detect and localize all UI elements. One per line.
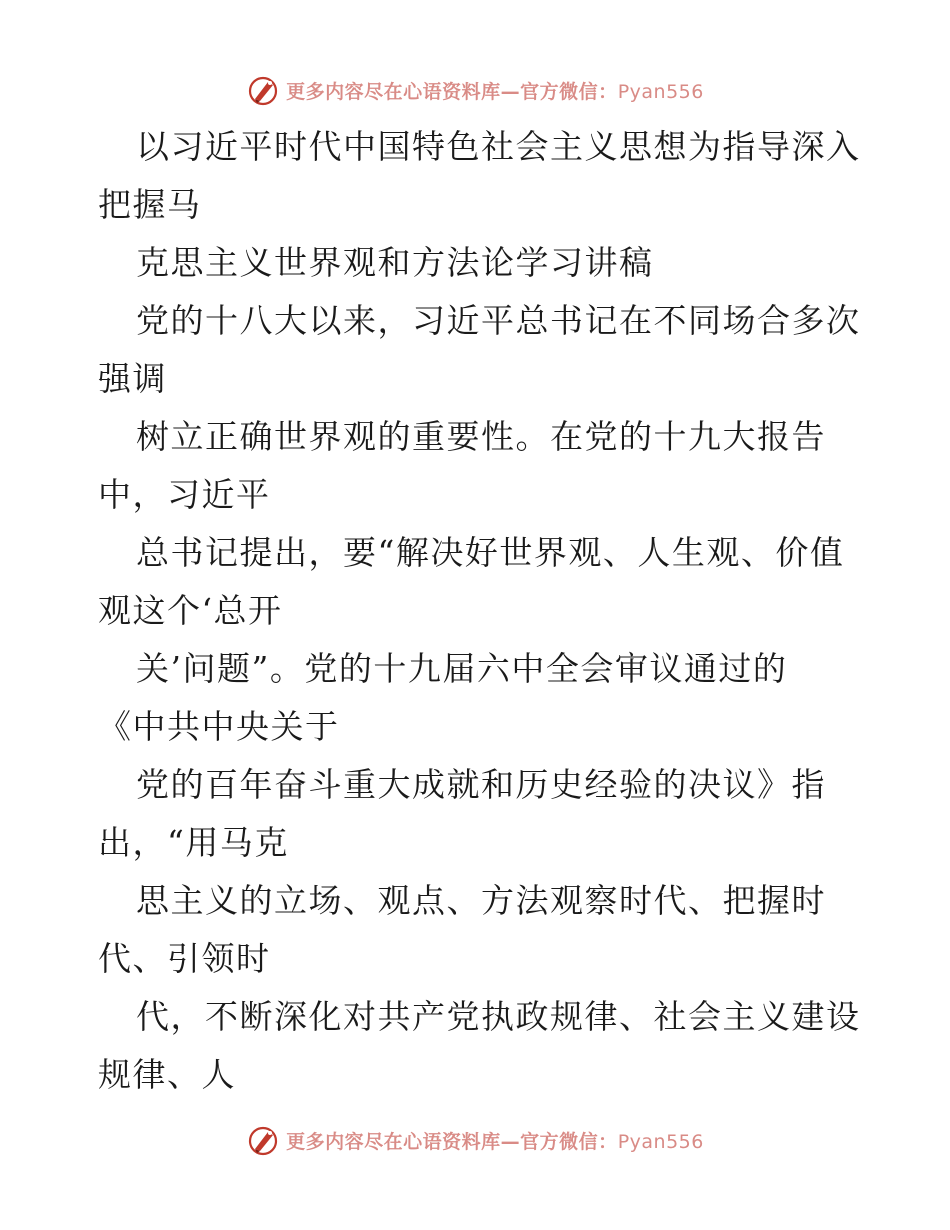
text-line: 党的十八大以来，习近平总书记在不同场合多次 xyxy=(136,301,861,340)
watermark-wechat-id: Pyan556 xyxy=(617,80,704,103)
watermark-header xyxy=(0,70,950,110)
text-line: 中，习近平 xyxy=(98,475,271,514)
text-line: 以习近平时代中国特色社会主义思想为指导深入 xyxy=(136,127,861,166)
text-line: 规律、人 xyxy=(98,1055,236,1094)
watermark-text xyxy=(286,77,704,104)
watermark-separator: — xyxy=(500,1130,521,1153)
watermark-wechat-id: Pyan556 xyxy=(617,1130,704,1153)
watermark-separator: — xyxy=(500,80,521,103)
document-body xyxy=(98,118,861,1104)
watermark-wechat-label: 官方微信： xyxy=(520,1130,618,1153)
text-line: 强调 xyxy=(98,359,167,398)
text-line: 《中共中央关于 xyxy=(98,707,340,746)
text-line: 关’问题”。党的十九届六中全会审议通过的 xyxy=(136,649,788,688)
text-line: 观这个‘总开 xyxy=(98,591,283,630)
text-line: 把握马 xyxy=(98,185,202,224)
text-line: 克思主义世界观和方法论学习讲稿 xyxy=(136,243,654,282)
text-line: 树立正确世界观的重要性。在党的十九大报告 xyxy=(136,417,826,456)
watermark-wechat-label: 官方微信： xyxy=(520,80,618,103)
text-line: 代，不断深化对共产党执政规律、社会主义建设 xyxy=(136,997,861,1036)
watermark-brand: 更多内容尽在心语资料库 xyxy=(286,1130,501,1153)
text-line: 出，“用马克 xyxy=(98,823,289,862)
pen-logo-icon xyxy=(246,73,280,107)
watermark-text xyxy=(286,1127,704,1154)
pen-logo-icon xyxy=(246,1123,280,1157)
text-line: 总书记提出，要“解决好世界观、人生观、价值 xyxy=(136,533,845,572)
text-line: 代、引领时 xyxy=(98,939,271,978)
watermark-footer xyxy=(0,1120,950,1160)
text-line: 思主义的立场、观点、方法观察时代、把握时 xyxy=(136,881,826,920)
watermark-brand: 更多内容尽在心语资料库 xyxy=(286,80,501,103)
text-line: 党的百年奋斗重大成就和历史经验的决议》指 xyxy=(136,765,826,804)
